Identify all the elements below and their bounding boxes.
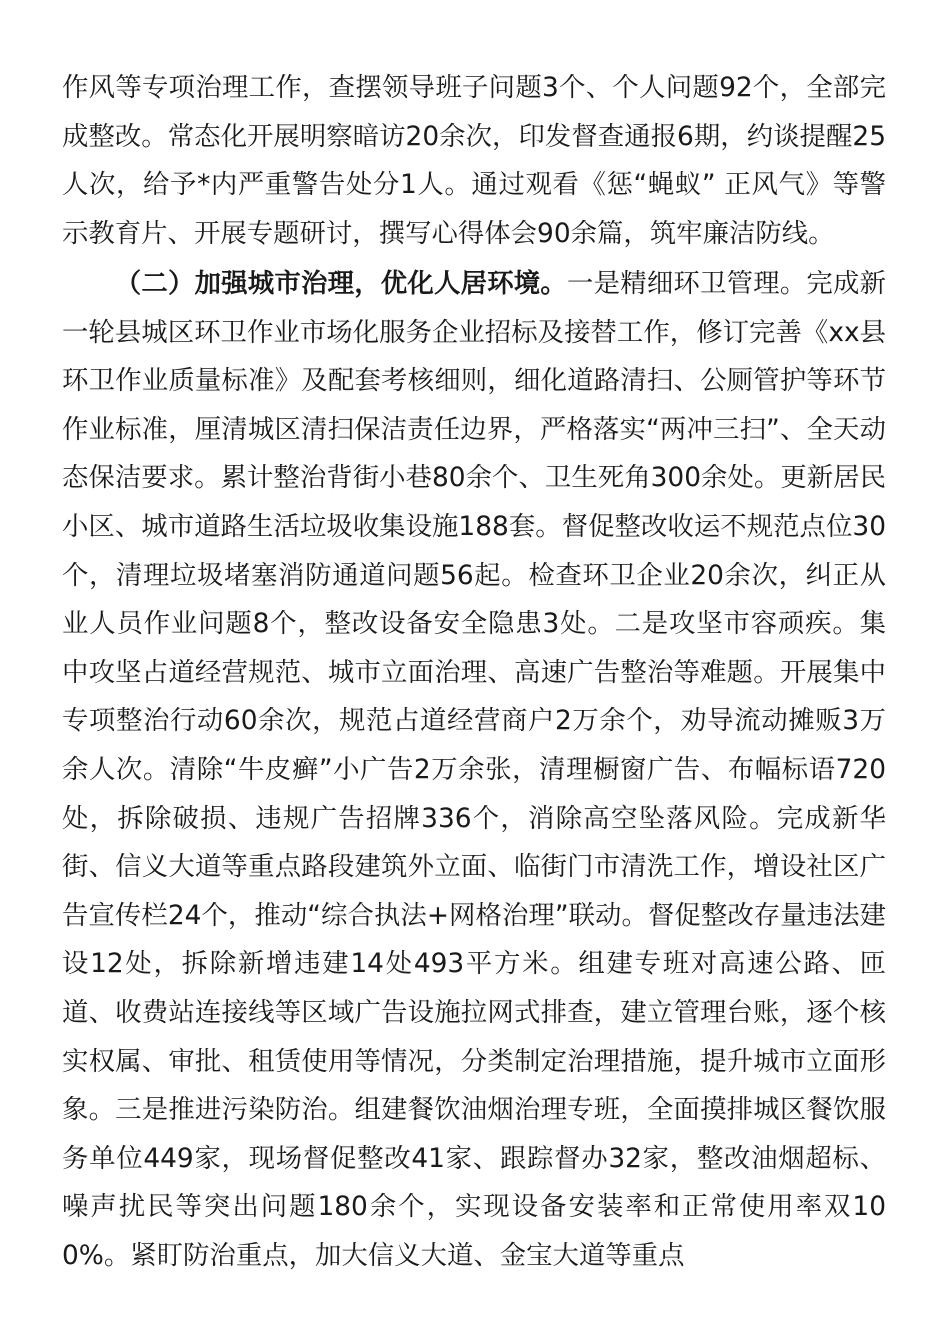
section-heading: （二）加强城市治理，优化人居环境。 [114, 268, 568, 299]
section-body: 一是精细环卫管理。完成新一轮县城区环卫作业市场化服务企业招标及接替工作，修订完善《xx县环卫作业质量标准》及配套考核细则，细化道路清扫、公厕管护等环节作业标准，厘清城区清扫保洁责任边界，严格落实“两冲三扫”、全天动态保洁要求。累计整治背街小巷80余个、卫生死角300余处。更新居民小区、城市道路生活垃圾收集设施188套。督促整改收运不规范点位30个，清理垃圾堵塞消防通道问题56起。检查环卫企业20余次，纠正从业人员作业问题8个，整改设备安全隐患3处。二是攻坚市容顽疾。集中攻坚占道经营规范、城市立面治理、高速广告整治等难题。开展集中专项整治行动60余次，规范占道经营商户2万余个，劝导流动摊贩3万余人次。清除“牛皮癣”小广告2万余张，清理橱窗广告、布幅标语720处，拆除破损、违规广告招牌336个，消除高空坠落风险。完成新华街、信义大道等重点路段建筑外立面、临街门市清洗工作，增设社区广告宣传栏24个，推动“综合执法+网格治理”联动。督促整改存量违法建设12处，拆除新增违建14处493平方米。组建专班对高速公路、匝道、收费站连接线等区域广告设施拉网式排查，建立管理台账，逐个核实权属、审批、租赁使用等情况，分类制定治理措施，提升城市立面形象。三是推进污染防治。组建餐饮油烟治理专班，全面摸排城区餐饮服务单位449家，现场督促整改41家、跟踪督办32家，整改油烟超标、噪声扰民等突出问题180余个，实现设备安装率和正常使用率双100%。紧盯防治重点，加大信义大道、金宝大道等重点 [62, 268, 887, 1271]
paragraph-continued: 作风等专项治理工作，查摆领导班子问题3个、个人问题92个，全部完成整改。常态化开展明察暗访20余次，印发督查通报6期，约谈提醒25人次，给予*内严重警告处分1人。通过观看《惩“蝇蚁” 正风气》等警示教育片、开展专题研讨，撰写心得体会90余篇，筑牢廉洁防线。 [62, 72, 886, 249]
text-block-1 [62, 64, 886, 258]
text-block-2 [62, 260, 886, 1280]
paragraph-section-two [62, 260, 886, 1280]
